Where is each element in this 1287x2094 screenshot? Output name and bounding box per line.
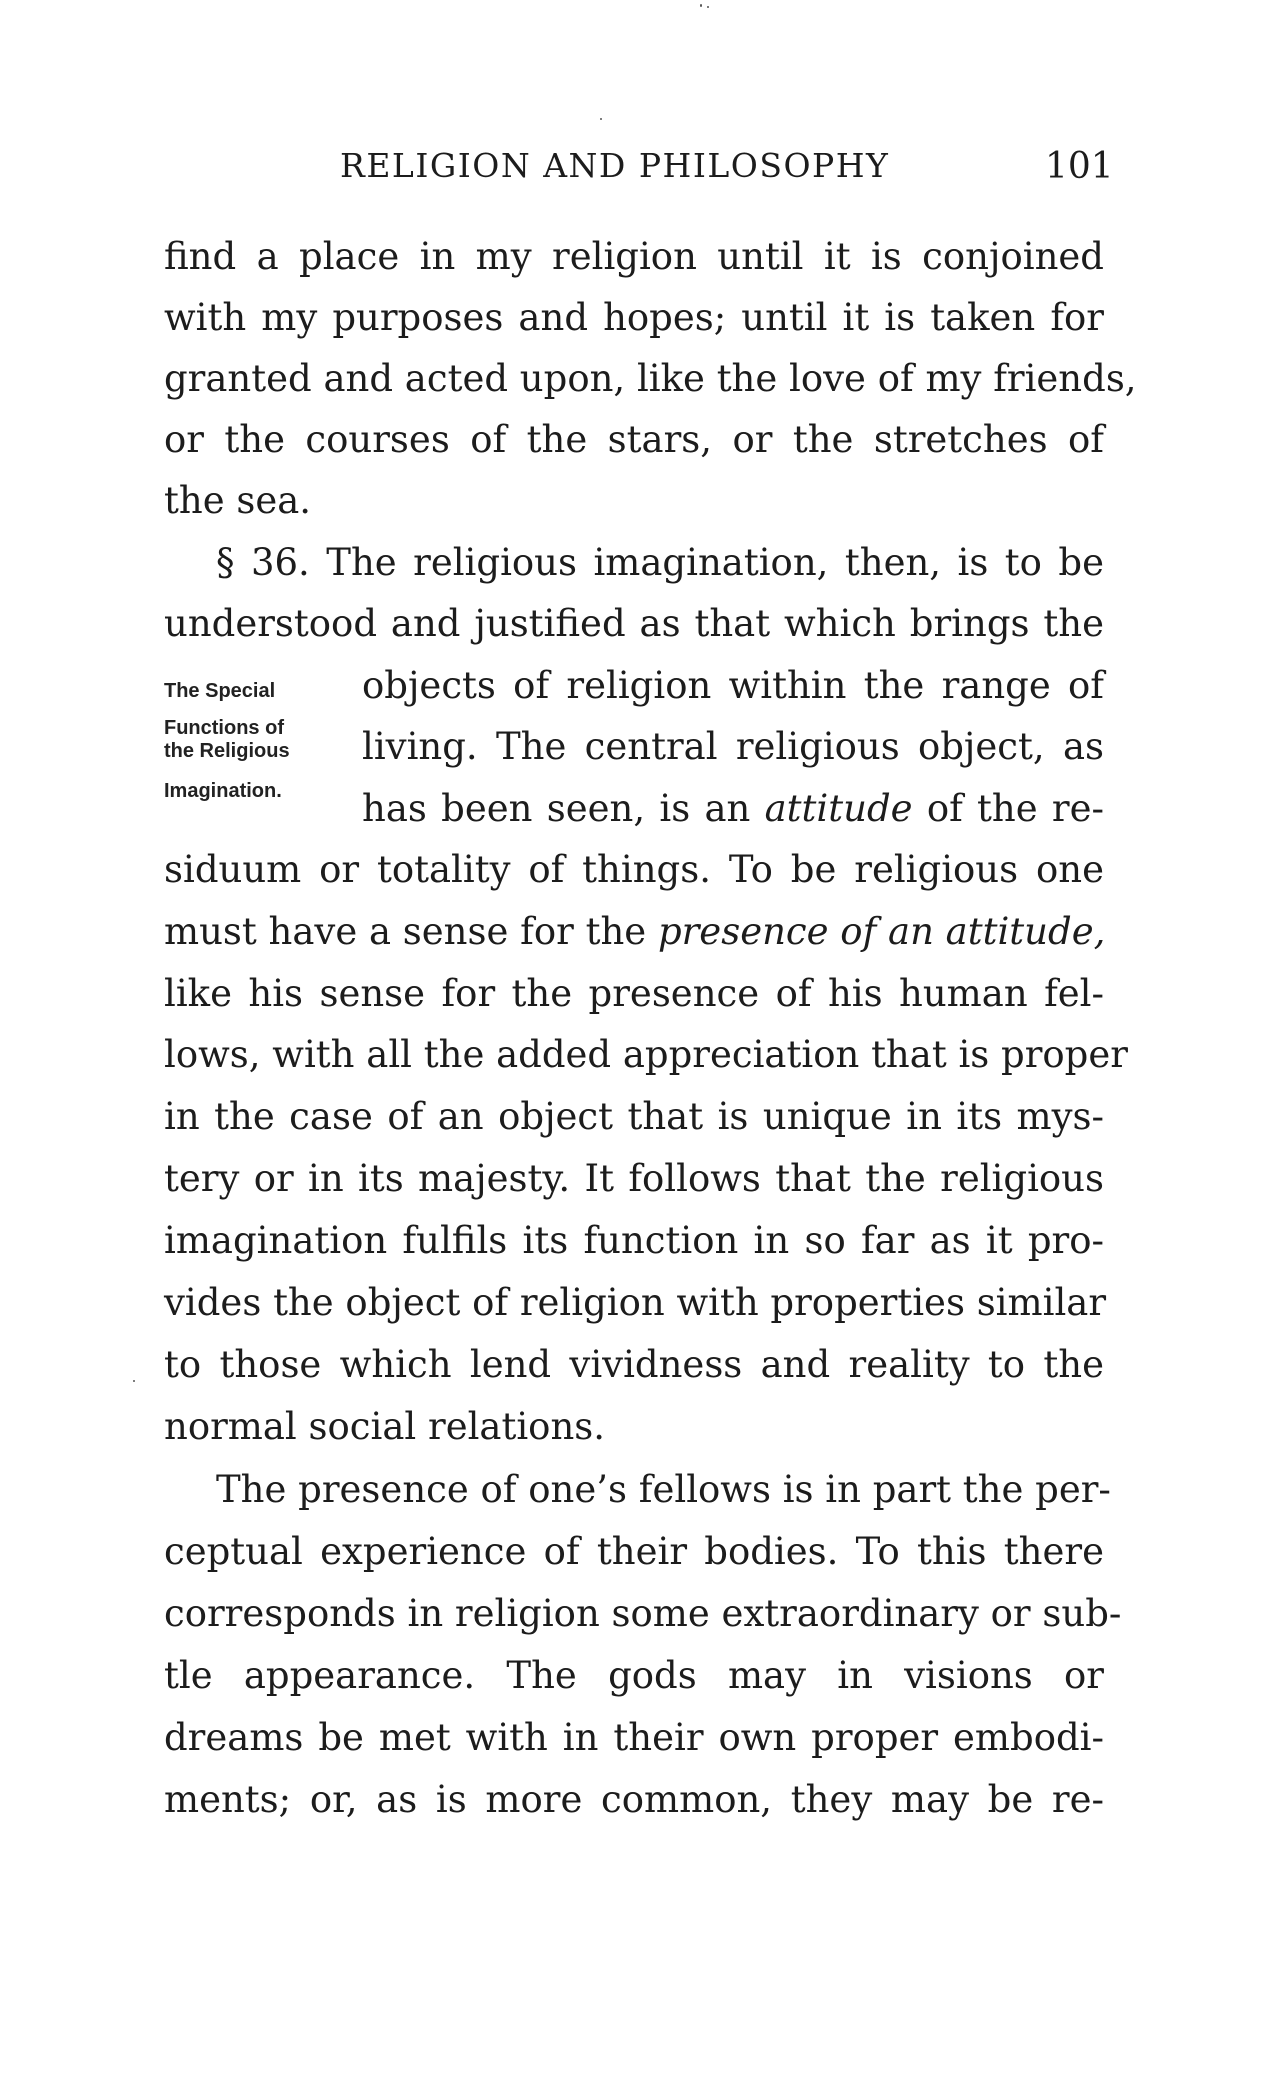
text-line-5: the sea. [164, 479, 312, 522]
text-line-6: § 36. The religious imagination, then, is to be [216, 541, 1104, 584]
text-line-17: imagination fulfils its function in so far as it pro- [164, 1219, 1104, 1262]
page-number: 101 [1045, 146, 1114, 187]
emphasis-presence-of-an-attitude: presence of an attitude, [657, 910, 1106, 953]
text-line-23: corresponds in religion some extraordinary or sub- [164, 1592, 1122, 1635]
text-line-21: The presence of one’s fellows is in part the per- [216, 1468, 1111, 1511]
text-line-15: in the case of an object that is unique in its mys- [164, 1095, 1104, 1138]
text-line-12-part-a: must have a sense for the [164, 910, 658, 953]
margin-note-line-3: the Religious [164, 740, 290, 762]
text-line-24: tle appearance. The gods may in visions or [164, 1654, 1104, 1697]
text-line-10-part-b: of the re- [912, 787, 1105, 830]
paper-speck [600, 118, 602, 120]
text-line-7: understood and justified as that which brings the [164, 602, 1104, 645]
emphasis-attitude: attitude [764, 787, 913, 830]
text-line-20: normal social relations. [164, 1405, 606, 1448]
text-line-11: siduum or totality of things. To be religious one [164, 848, 1104, 891]
text-line-19: to those which lend vividness and reality to the [164, 1343, 1104, 1386]
text-line-10 [362, 778, 1104, 840]
text-line-3: granted and acted upon, like the love of my friends, [164, 357, 1137, 400]
text-line-8: objects of religion within the range of [362, 664, 1104, 707]
margin-note-line-4: Imagination. [164, 780, 282, 802]
running-head: RELIGION AND PHILOSOPHY [340, 146, 890, 185]
text-line-10-part-a: has been seen, is an [362, 787, 765, 830]
text-line-13: like his sense for the presence of his human fel- [164, 972, 1104, 1015]
text-line-12 [164, 901, 1104, 963]
text-line-1: find a place in my religion until it is conjoined [164, 235, 1104, 278]
text-line-26: ments; or, as is more common, they may be re- [164, 1778, 1104, 1821]
text-line-16: tery or in its majesty. It follows that the religious [164, 1157, 1104, 1200]
text-line-22: ceptual experience of their bodies. To this there [164, 1530, 1104, 1573]
text-line-14: lows, with all the added appreciation that is proper [164, 1033, 1128, 1076]
paper-speck [700, 4, 702, 7]
text-line-18: vides the object of religion with properties similar [164, 1281, 1107, 1324]
text-line-4: or the courses of the stars, or the stretches of [164, 418, 1104, 461]
paper-speck [707, 6, 709, 8]
text-line-9: living. The central religious object, as [362, 725, 1104, 768]
text-line-2: with my purposes and hopes; until it is taken for [164, 296, 1104, 339]
paper-speck [133, 1380, 135, 1382]
text-line-25: dreams be met with in their own proper embodi- [164, 1716, 1104, 1759]
margin-note-line-1: The Special [164, 680, 276, 702]
margin-note-line-2: Functions of [164, 717, 284, 739]
